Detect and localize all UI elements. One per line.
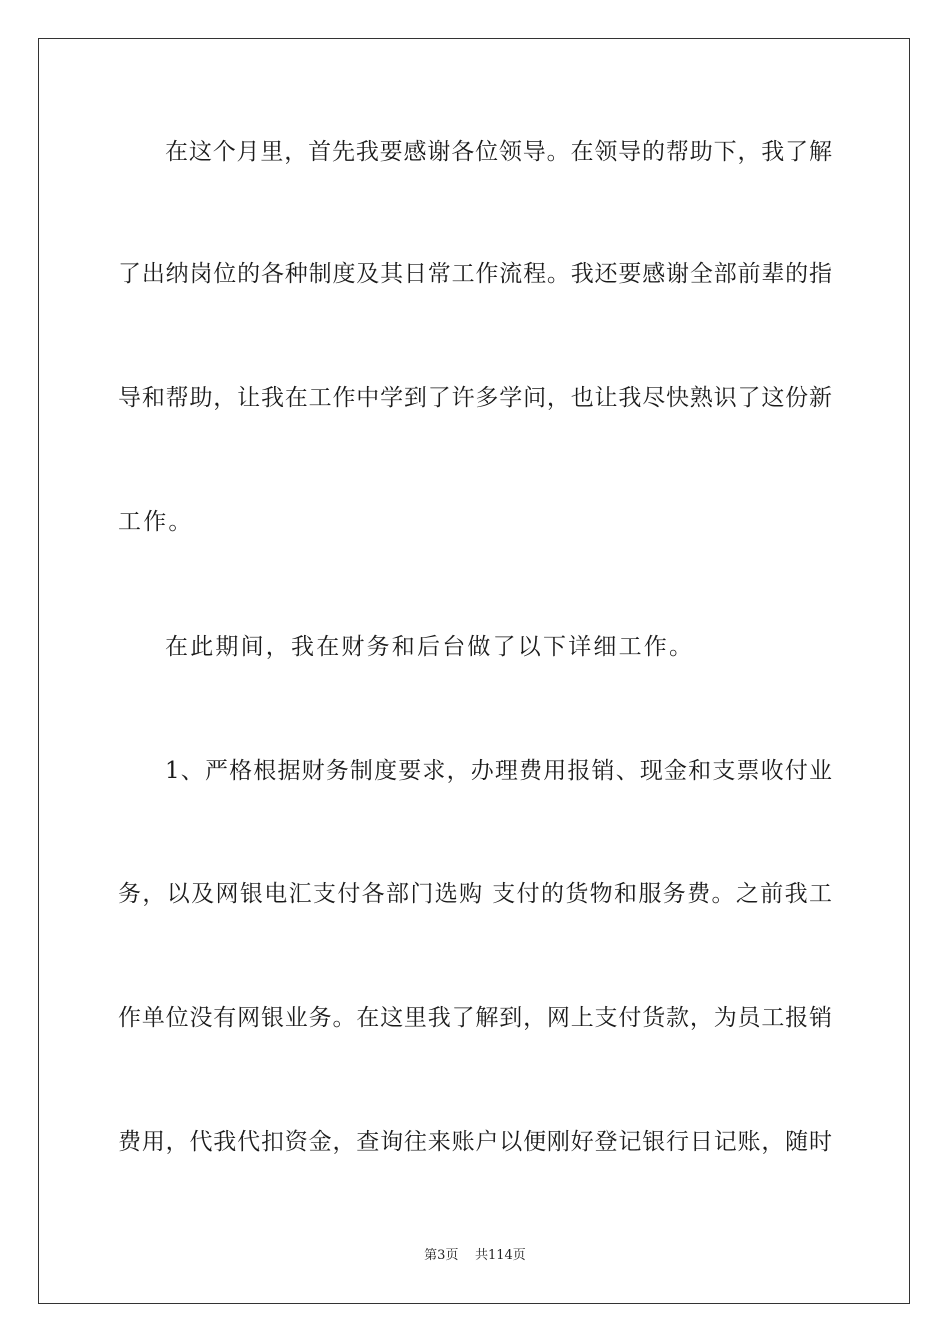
text-line: 在此期间，我在财务和后台做了以下详细工作。: [165, 634, 695, 660]
text-line: 在这个月里，首先我要感谢各位领导。在领导的帮助下，我了解: [165, 139, 832, 165]
total-pages: 共114页: [474, 1248, 526, 1263]
text-line: 1、严格根据财务制度要求，办理费用报销、现金和支票收付业: [165, 758, 832, 784]
text-line: 了出纳岗位的各种制度及其日常工作流程。我还要感谢全部前辈的指: [118, 261, 832, 287]
text-line: 工作。: [118, 509, 194, 535]
text-line: 费用，代我代扣资金，查询往来账户以便刚好登记银行日记账，随时: [118, 1129, 832, 1155]
page-footer: [0, 1248, 950, 1264]
text-line: 导和帮助，让我在工作中学到了许多学问，也让我尽快熟识了这份新: [118, 385, 832, 411]
page-border: [38, 38, 910, 1304]
text-line: 作单位没有网银业务。在这里我了解到，网上支付货款，为员工报销: [118, 1005, 832, 1031]
text-line: 务，以及网银电汇支付各部门选购 支付的货物和服务费。之前我工: [118, 881, 832, 907]
page-number: 第3页: [424, 1248, 459, 1263]
